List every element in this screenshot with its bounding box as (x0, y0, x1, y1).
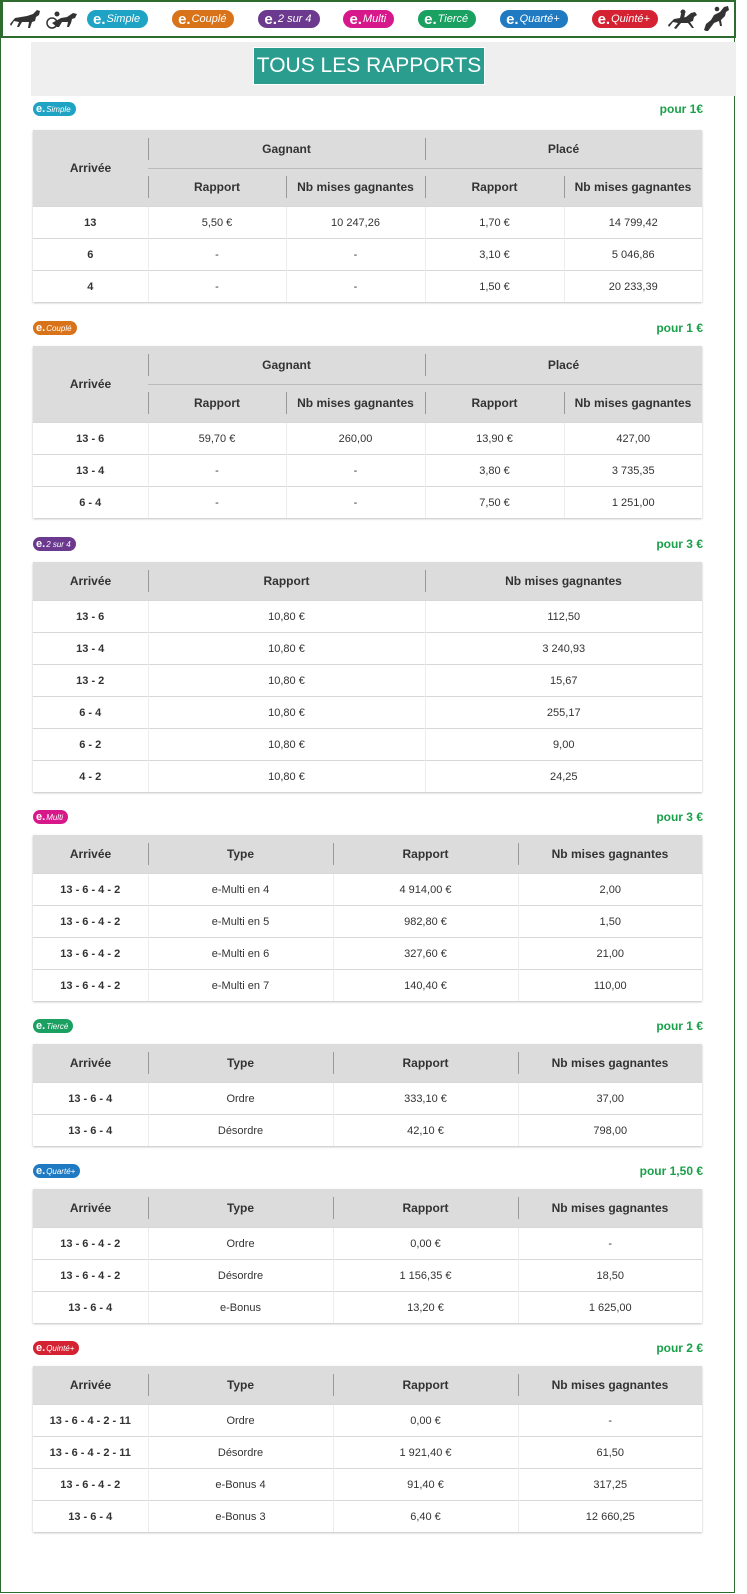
stake-amount: pour 1,50 € (639, 1164, 703, 1178)
table-row: 6 - 2 10,80 € 9,00 (33, 729, 702, 761)
col-header-arrivee: Arrivée (33, 346, 148, 423)
quarte-logo: e. Quarté+ (33, 1164, 80, 1178)
nav-quarte-button[interactable]: e. Quarté+ (500, 10, 568, 28)
couple-table (33, 346, 702, 518)
table-row: 13 - 6 59,70 € 260,00 13,90 € 427,00 (33, 423, 702, 455)
table-row: 4 - 2 10,80 € 24,25 (33, 761, 702, 793)
stake-amount: pour 1 € (656, 321, 703, 335)
col-header-place: Placé (425, 130, 702, 168)
tierce-table (33, 1044, 702, 1146)
stake-amount: pour 3 € (656, 537, 703, 551)
section-multi-header (33, 810, 703, 828)
quinte-logo: e. Quinté+ (33, 1341, 79, 1355)
table-row: 13 - 6 - 4 - 2 - 11 Ordre 0,00 € - (33, 1405, 702, 1437)
col-header-arrivee: Arrivée (33, 835, 148, 874)
table-row: 13 - 6 - 4 - 2 e-Multi en 5 982,80 € 1,50 (33, 906, 702, 938)
2sur4-table (33, 562, 702, 792)
quinte-table (33, 1366, 702, 1532)
simple-logo: e. Simple (33, 102, 76, 116)
table-row: 13 - 6 - 4 - 2 e-Bonus 4 91,40 € 317,25 (33, 1469, 702, 1501)
table-row: 13 - 6 - 4 e-Bonus 3 6,40 € 12 660,25 (33, 1501, 702, 1533)
table-row: 13 - 6 - 4 e-Bonus 13,20 € 1 625,00 (33, 1292, 702, 1324)
table-row: 6 - 4 - - 7,50 € 1 251,00 (33, 487, 702, 519)
sulky-horse-icon (45, 6, 81, 32)
stake-amount: pour 1€ (659, 102, 703, 116)
galloping-jockey-icon (666, 6, 700, 32)
multi-logo: e. Multi (33, 810, 68, 824)
col-header-type: Type (148, 1366, 333, 1405)
couple-logo: e. Couplé (33, 321, 77, 335)
table-row: 13 - 6 - 4 - 2 - 11 Désordre 1 921,40 € 61,50 (33, 1437, 702, 1469)
table-row: 13 - 4 - - 3,80 € 3 735,35 (33, 455, 702, 487)
col-header-rapport: Rapport (425, 384, 564, 423)
multi-table (33, 835, 702, 1001)
nav-tierce-button[interactable]: e. Tiercé (418, 10, 476, 28)
col-header-nb-mises: Nb mises gagnantes (286, 168, 425, 207)
table-row: 13 - 6 - 4 Ordre 333,10 € 37,00 (33, 1083, 702, 1115)
col-header-nb-mises: Nb mises gagnantes (425, 562, 702, 601)
section-quarte-header (33, 1164, 703, 1182)
col-header-nb-mises: Nb mises gagnantes (286, 384, 425, 423)
col-header-gagnant: Gagnant (148, 130, 425, 168)
col-header-rapport: Rapport (333, 1189, 518, 1228)
section-quinte-header (33, 1341, 703, 1359)
nav-simple-button[interactable]: e. Simple (87, 10, 148, 28)
col-header-type: Type (148, 835, 333, 874)
bet-type-navbar (1, 0, 736, 38)
col-header-nb-mises: Nb mises gagnantes (518, 1044, 702, 1083)
nav-2sur4-button[interactable]: e. 2 sur 4 (258, 10, 319, 28)
table-row: 13 - 6 10,80 € 112,50 (33, 601, 702, 633)
col-header-arrivee: Arrivée (33, 1044, 148, 1083)
col-header-type: Type (148, 1189, 333, 1228)
2sur4-logo: e. 2 sur 4 (33, 537, 76, 551)
stake-amount: pour 2 € (656, 1341, 703, 1355)
section-simple-header (33, 102, 703, 120)
col-header-rapport: Rapport (148, 168, 286, 207)
table-row: 13 - 2 10,80 € 15,67 (33, 665, 702, 697)
section-couple-header (33, 321, 703, 339)
table-row: 13 - 6 - 4 - 2 e-Multi en 7 140,40 € 110,00 (33, 970, 702, 1002)
col-header-nb-mises: Nb mises gagnantes (564, 168, 702, 207)
table-row: 13 - 6 - 4 Désordre 42,10 € 798,00 (33, 1115, 702, 1147)
page-title-wrapper (253, 47, 485, 85)
stake-amount: pour 3 € (656, 810, 703, 824)
col-header-rapport: Rapport (148, 384, 286, 423)
col-header-nb-mises: Nb mises gagnantes (518, 1366, 702, 1405)
col-header-arrivee: Arrivée (33, 130, 148, 207)
col-header-nb-mises: Nb mises gagnantes (518, 835, 702, 874)
col-header-place: Placé (425, 346, 702, 384)
table-row: 13 - 6 - 4 - 2 Ordre 0,00 € - (33, 1228, 702, 1260)
table-row: 4 - - 1,50 € 20 233,39 (33, 271, 702, 303)
col-header-rapport: Rapport (333, 835, 518, 874)
col-header-nb-mises: Nb mises gagnantes (564, 384, 702, 423)
table-row: 13 5,50 € 10 247,26 1,70 € 14 799,42 (33, 207, 702, 239)
table-row: 6 - 4 10,80 € 255,17 (33, 697, 702, 729)
col-header-rapport: Rapport (333, 1044, 518, 1083)
page-title: TOUS LES RAPPORTS (254, 48, 484, 84)
trotter-horse-icon (7, 6, 45, 32)
table-row: 13 - 6 - 4 - 2 e-Multi en 4 4 914,00 € 2,00 (33, 874, 702, 906)
col-header-type: Type (148, 1044, 333, 1083)
nav-couple-button[interactable]: e. Couplé (172, 10, 234, 28)
quarte-table (33, 1189, 702, 1323)
col-header-arrivee: Arrivée (33, 1189, 148, 1228)
nav-multi-button[interactable]: e. Multi (343, 10, 394, 28)
simple-table (33, 130, 702, 302)
table-row: 13 - 6 - 4 - 2 Désordre 1 156,35 € 18,50 (33, 1260, 702, 1292)
col-header-gagnant: Gagnant (148, 346, 425, 384)
col-header-rapport: Rapport (333, 1366, 518, 1405)
section-2sur4-header (33, 537, 703, 555)
col-header-arrivee: Arrivée (33, 1366, 148, 1405)
jumping-jockey-icon (700, 6, 734, 32)
nav-quinte-button[interactable]: e. Quinté+ (592, 10, 658, 28)
table-row: 6 - - 3,10 € 5 046,86 (33, 239, 702, 271)
col-header-nb-mises: Nb mises gagnantes (518, 1189, 702, 1228)
tierce-logo: e. Tiercé (33, 1019, 73, 1033)
section-tierce-header (33, 1019, 703, 1037)
table-row: 13 - 6 - 4 - 2 e-Multi en 6 327,60 € 21,00 (33, 938, 702, 970)
col-header-rapport: Rapport (425, 168, 564, 207)
col-header-rapport: Rapport (148, 562, 425, 601)
col-header-arrivee: Arrivée (33, 562, 148, 601)
table-row: 13 - 4 10,80 € 3 240,93 (33, 633, 702, 665)
stake-amount: pour 1 € (656, 1019, 703, 1033)
